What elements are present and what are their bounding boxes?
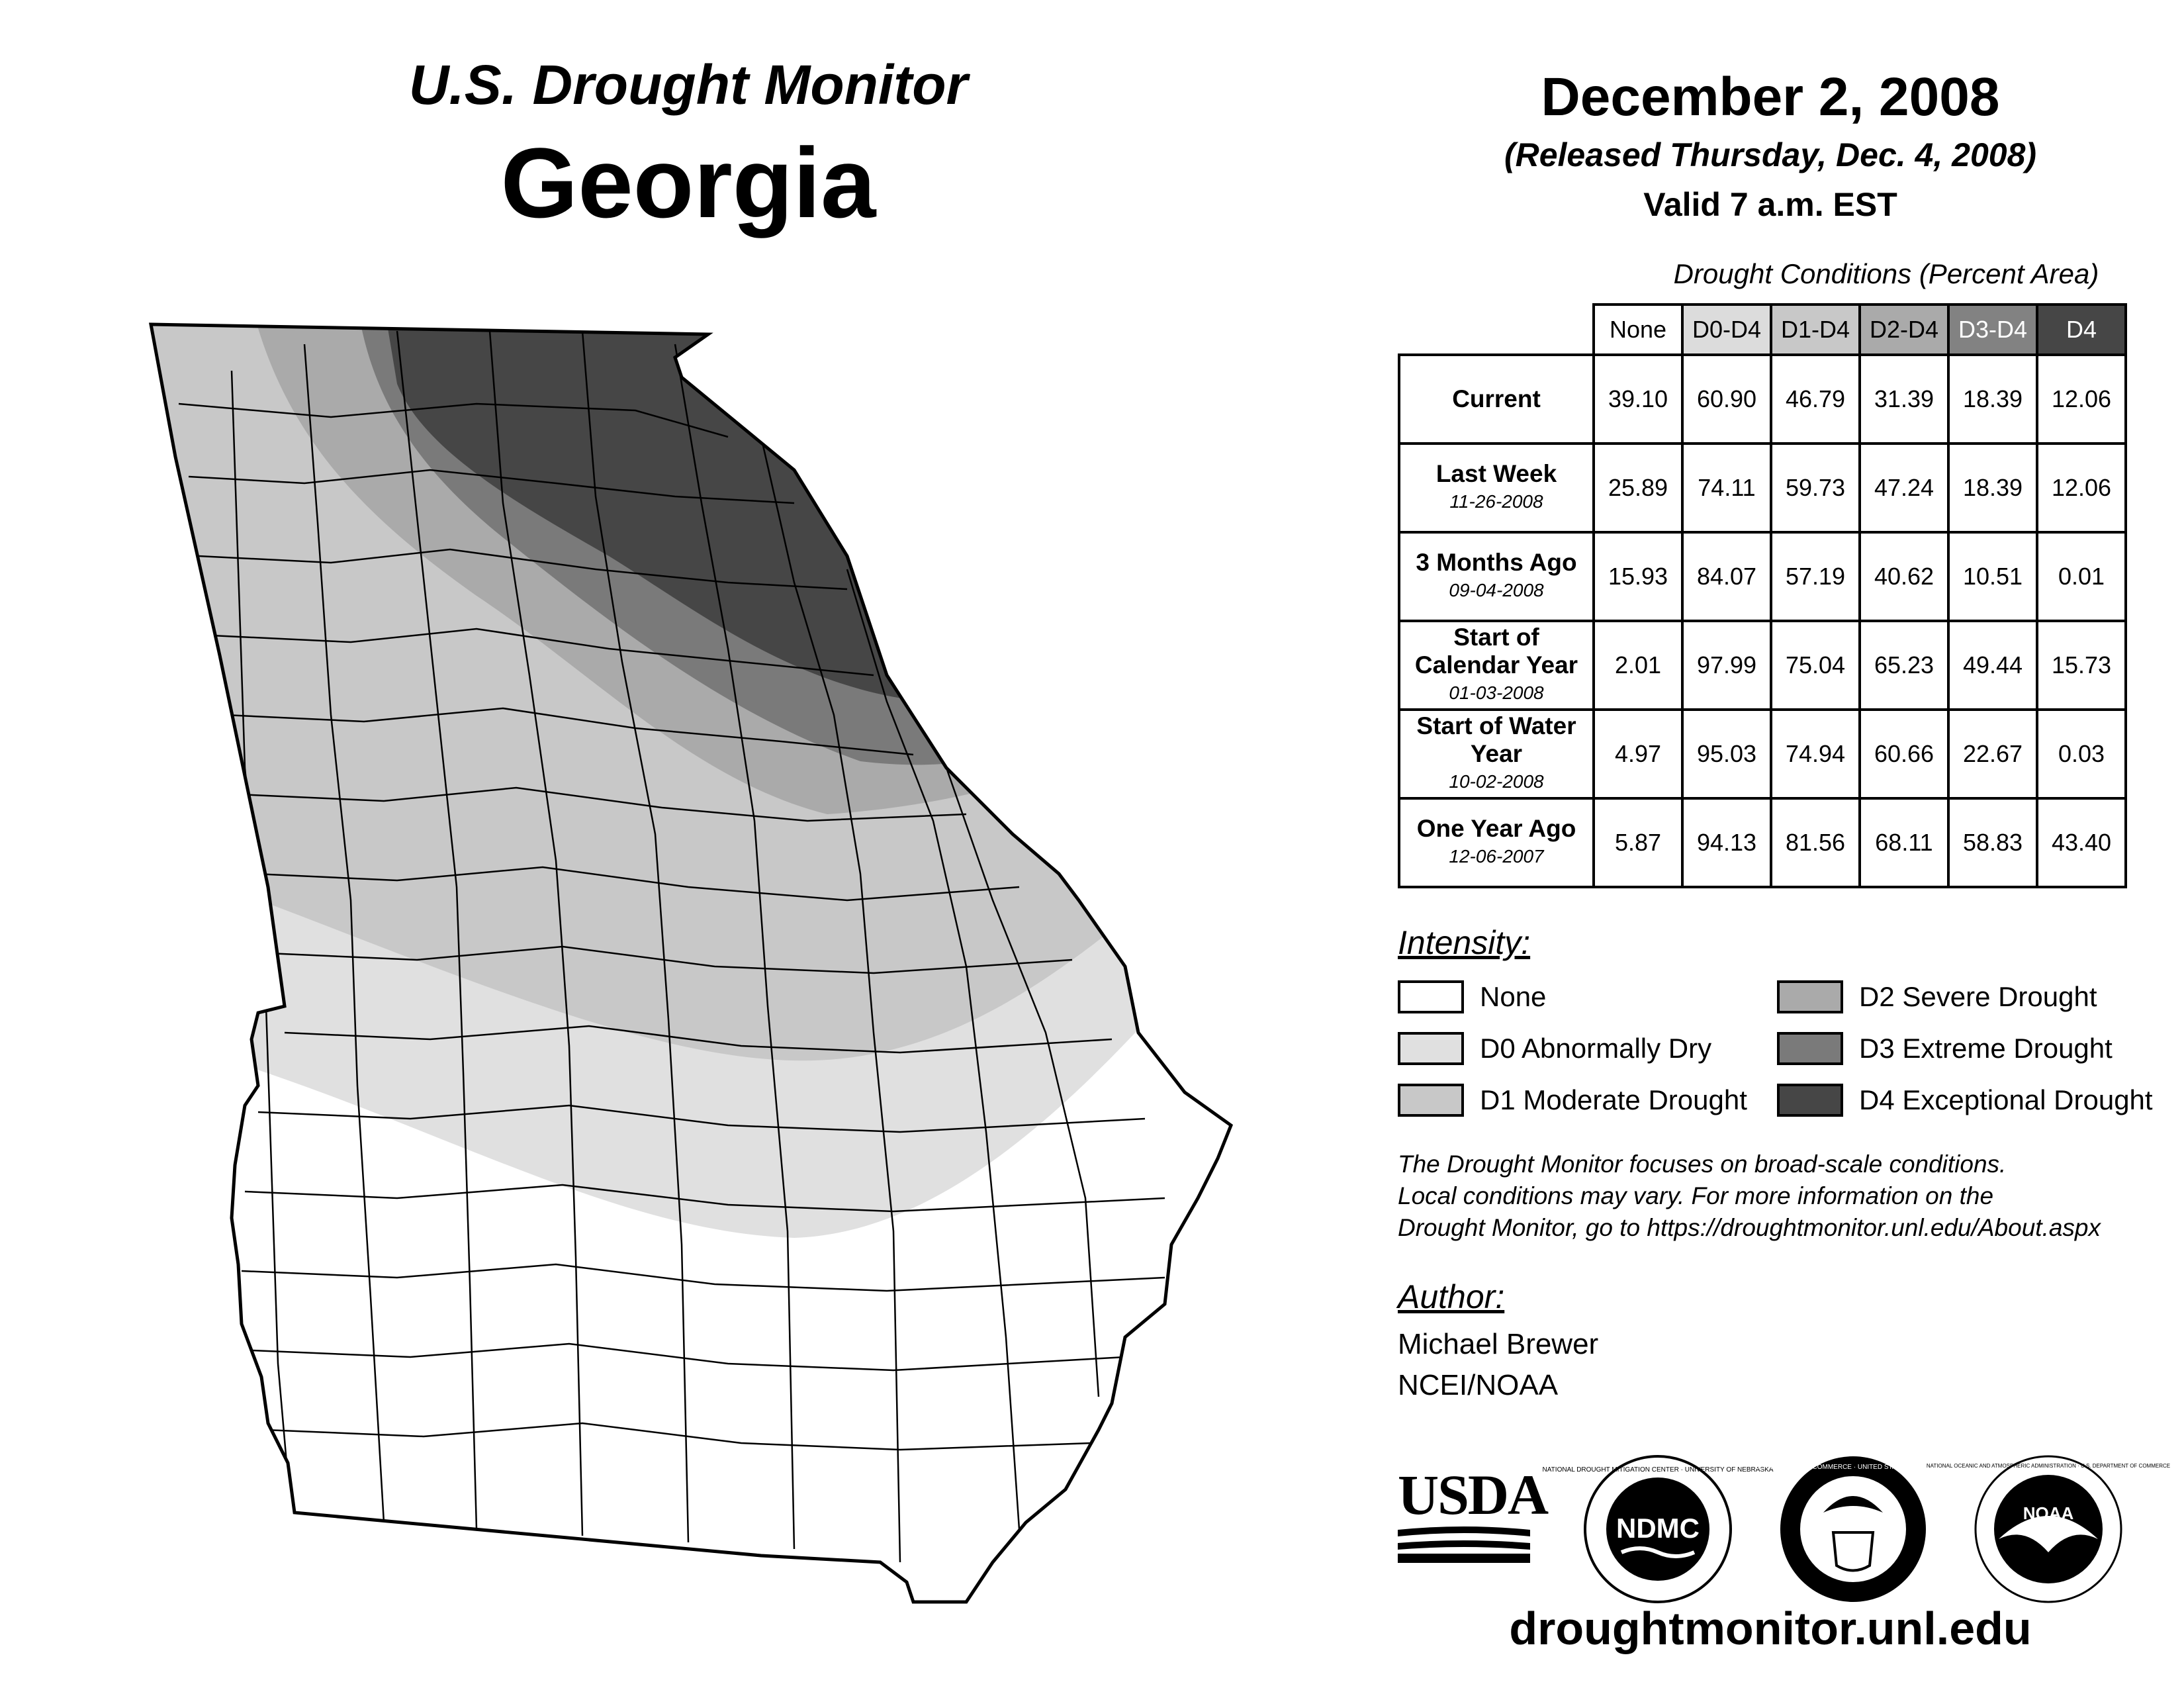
row-label (1399, 444, 1594, 532)
table-header-row (1399, 305, 2126, 355)
legend-swatch (1398, 1032, 1464, 1065)
department-of-commerce-seal (1754, 1453, 1952, 1605)
drought-conditions-table (1398, 303, 2127, 888)
usda-logo (1398, 1463, 1548, 1566)
table-cell: 65.23 (1860, 621, 1948, 710)
row-label-text: Start of Water Year (1416, 712, 1576, 767)
legend-item-d0 (1398, 1030, 1711, 1067)
table-cell: 40.62 (1860, 532, 1948, 621)
table-row (1399, 444, 2126, 532)
table-cell: 12.06 (2037, 355, 2126, 444)
table-row (1399, 532, 2126, 621)
valid-time: Valid 7 a.m. EST (1643, 186, 1897, 223)
column-header: None (1594, 305, 1682, 355)
usda-logo-text: USDA (1398, 1463, 1548, 1526)
table-cell: 94.13 (1682, 798, 1771, 887)
table-cell: 31.39 (1860, 355, 1948, 444)
legend-label: D3 Extreme Drought (1859, 1033, 2113, 1064)
row-label (1399, 532, 1594, 621)
row-label-text: 3 Months Ago (1416, 549, 1577, 576)
noaa-logo-text: NOAA (2023, 1503, 2074, 1523)
table-cell: 10.51 (1948, 532, 2037, 621)
table-cell: 39.10 (1594, 355, 1682, 444)
row-label-text: Last Week (1435, 460, 1557, 487)
legend-item-d1 (1398, 1082, 1747, 1119)
disclaimer-note (1398, 1149, 2179, 1244)
column-header: D4 (2037, 305, 2126, 355)
table-cell: 15.93 (1594, 532, 1682, 621)
table-cell: 57.19 (1771, 532, 1860, 621)
row-label-text: Start of Calendar Year (1414, 624, 1578, 679)
table-caption: Drought Conditions (Percent Area) (1673, 258, 2099, 289)
release-date: (Released Thursday, Dec. 4, 2008) (1504, 136, 2037, 173)
table-cell: 95.03 (1682, 710, 1771, 798)
author-name: Michael Brewer (1398, 1328, 1599, 1360)
legend-swatch (1398, 1084, 1464, 1117)
table-cell: 60.90 (1682, 355, 1771, 444)
legend-item-d2 (1777, 978, 2097, 1015)
table-cell: 46.79 (1771, 355, 1860, 444)
state-title: Georgia (500, 127, 876, 238)
row-label (1399, 798, 1594, 887)
noaa-ring-text: NATIONAL OCEANIC AND ATMOSPHERIC ADMINISTRATION · U.S. DEPARTMENT OF COMMERCE (1926, 1463, 2171, 1469)
legend-item-none (1398, 978, 1546, 1015)
table-row (1399, 621, 2126, 710)
table-cell: 4.97 (1594, 710, 1682, 798)
legend-swatch (1777, 980, 1843, 1013)
table-cell: 22.67 (1948, 710, 2037, 798)
author-block (1398, 1324, 1598, 1406)
row-label-date: 12-06-2007 (1449, 846, 1544, 867)
legend-swatch (1777, 1032, 1843, 1065)
row-label-date: 10-02-2008 (1449, 771, 1544, 792)
table-cell: 15.73 (2037, 621, 2126, 710)
table-cell: 84.07 (1682, 532, 1771, 621)
legend-item-d3 (1777, 1030, 2113, 1067)
drought-layers (132, 305, 1257, 1615)
note-line: Local conditions may vary. For more information on the (1398, 1182, 1994, 1209)
row-label (1399, 621, 1594, 710)
table-cell: 2.01 (1594, 621, 1682, 710)
row-label-date: 01-03-2008 (1449, 682, 1544, 703)
georgia-drought-map (132, 305, 1257, 1615)
table-row (1399, 798, 2126, 887)
table-cell: 68.11 (1860, 798, 1948, 887)
table-cell: 60.66 (1860, 710, 1948, 798)
ndmc-logo-text: NDMC (1616, 1513, 1700, 1544)
table-cell: 81.56 (1771, 798, 1860, 887)
table-cell: 59.73 (1771, 444, 1860, 532)
table-cell: 12.06 (2037, 444, 2126, 532)
author-heading: Author: (1398, 1278, 1505, 1315)
column-header: D3-D4 (1948, 305, 2037, 355)
table-cell: 43.40 (2037, 798, 2126, 887)
noaa-logo (1926, 1453, 2171, 1605)
legend-label: D0 Abnormally Dry (1480, 1033, 1712, 1064)
column-header: D1-D4 (1771, 305, 1860, 355)
header-empty-cell (1399, 305, 1594, 355)
note-line: The Drought Monitor focuses on broad-scale conditions. (1398, 1150, 2007, 1178)
row-label-date: 09-04-2008 (1449, 580, 1544, 600)
row-label (1399, 710, 1594, 798)
map-subtitle: U.S. Drought Monitor (408, 54, 968, 116)
table-cell: 0.03 (2037, 710, 2126, 798)
row-label-date: 11-26-2008 (1449, 491, 1543, 512)
table-cell: 5.87 (1594, 798, 1682, 887)
legend-label: None (1480, 981, 1547, 1012)
ndmc-ring-text: NATIONAL DROUGHT MITIGATION CENTER · UNIVERSITY OF NEBRASKA (1542, 1466, 1774, 1474)
legend-item-d4 (1777, 1082, 2153, 1119)
table-cell: 97.99 (1682, 621, 1771, 710)
note-line: Drought Monitor, go to https://droughtmonitor.unl.edu/About.aspx (1398, 1214, 2101, 1241)
table-cell: 74.94 (1771, 710, 1860, 798)
table-cell: 74.11 (1682, 444, 1771, 532)
legend-swatch (1777, 1084, 1843, 1117)
row-label (1399, 355, 1594, 444)
legend-label: D2 Severe Drought (1859, 981, 2097, 1012)
table-cell: 49.44 (1948, 621, 2037, 710)
table-cell: 47.24 (1860, 444, 1948, 532)
row-label-text: Current (1452, 385, 1541, 412)
table-cell: 0.01 (2037, 532, 2126, 621)
table-cell: 18.39 (1948, 355, 2037, 444)
table-cell: 18.39 (1948, 444, 2037, 532)
row-label-text: One Year Ago (1416, 815, 1576, 842)
doc-ring-text: DEPARTMENT OF COMMERCE · UNITED STATES OF AMERICA (1754, 1464, 1952, 1471)
legend-title: Intensity: (1398, 924, 1531, 961)
website-url[interactable]: droughtmonitor.unl.edu (1509, 1603, 2032, 1654)
ndmc-logo (1542, 1453, 1774, 1605)
table-cell: 75.04 (1771, 621, 1860, 710)
table-cell: 58.83 (1948, 798, 2037, 887)
usda-logo-mark (1398, 1523, 1530, 1563)
column-header: D2-D4 (1860, 305, 1948, 355)
author-org: NCEI/NOAA (1398, 1369, 1559, 1401)
legend-label: D4 Exceptional Drought (1859, 1084, 2153, 1115)
table-row (1399, 710, 2126, 798)
map-date: December 2, 2008 (1541, 67, 2000, 127)
table-row (1399, 355, 2126, 444)
legend-swatch (1398, 980, 1464, 1013)
legend-label: D1 Moderate Drought (1480, 1084, 1747, 1115)
table-cell: 25.89 (1594, 444, 1682, 532)
column-header: D0-D4 (1682, 305, 1771, 355)
